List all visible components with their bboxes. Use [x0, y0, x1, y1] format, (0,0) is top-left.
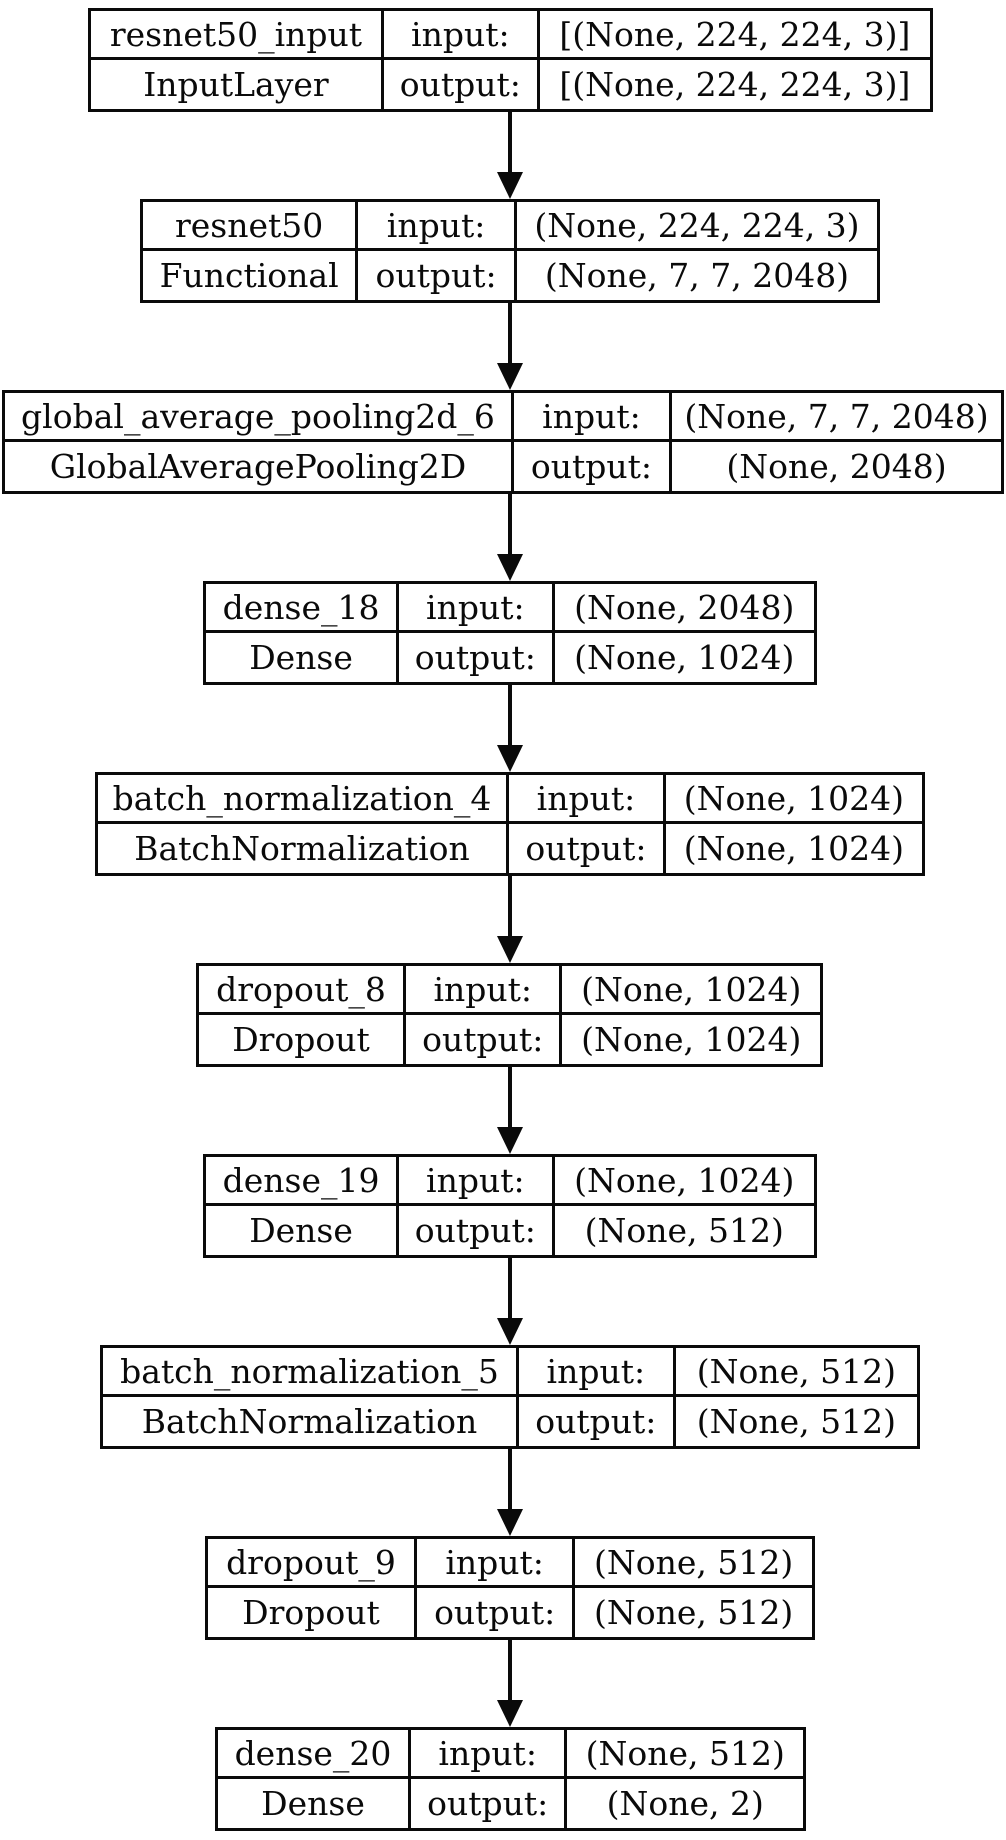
- output-shape: (None, 1024): [581, 1020, 802, 1059]
- arrow-line: [508, 303, 512, 363]
- input-shape: (None, 1024): [562, 966, 820, 1015]
- layer-name: dense_18: [206, 584, 399, 633]
- arrow-head-icon: [497, 1318, 523, 1345]
- output-shape: (None, 2048): [726, 447, 947, 486]
- input-shape: (None, 512): [567, 1730, 803, 1779]
- layer-type: Dense: [218, 1779, 411, 1828]
- flow-arrow: [496, 1449, 524, 1536]
- layer-node-dense_20: [215, 1727, 806, 1831]
- input-label: input:: [417, 1539, 575, 1588]
- arrow-head-icon: [497, 1127, 523, 1154]
- output-label: output:: [384, 60, 540, 109]
- output-shape: (None, 512): [696, 1402, 896, 1441]
- input-label: input:: [406, 966, 562, 1015]
- output-label: output:: [406, 1015, 562, 1064]
- layer-name: global_average_pooling2d_6: [5, 393, 514, 442]
- input-shape: (None, 224, 224, 3): [517, 202, 877, 251]
- output-label: output:: [417, 1588, 575, 1637]
- layer-node-global_average_pooling2d_6: [2, 390, 1004, 494]
- layer-node-dropout_9: [205, 1536, 815, 1640]
- output-shape: (None, 2): [606, 1784, 764, 1823]
- layer-name: resnet50_input: [91, 11, 384, 60]
- input-shape: (None, 1024): [666, 775, 922, 824]
- input-label: input:: [519, 1348, 676, 1397]
- flow-arrow: [496, 1067, 524, 1154]
- arrow-head-icon: [497, 936, 523, 963]
- output-shape: (None, 1024): [574, 638, 795, 677]
- layer-type: InputLayer: [91, 60, 384, 109]
- layer-name: batch_normalization_4: [98, 775, 509, 824]
- arrow-head-icon: [497, 1700, 523, 1727]
- input-shape: [(None, 224, 224, 3)]: [540, 11, 930, 60]
- arrow-line: [508, 494, 512, 554]
- arrow-line: [508, 1258, 512, 1318]
- input-label: input:: [399, 584, 554, 633]
- arrow-head-icon: [497, 172, 523, 199]
- output-label: output:: [358, 251, 517, 300]
- input-shape: (None, 512): [676, 1348, 917, 1397]
- arrow-head-icon: [497, 1509, 523, 1536]
- layer-node-batch_normalization_5: [100, 1345, 920, 1449]
- layer-node-batch_normalization_4: [95, 772, 925, 876]
- layer-type: Dropout: [208, 1588, 417, 1637]
- input-shape: (None, 512): [575, 1539, 812, 1588]
- flow-arrow: [496, 1640, 524, 1727]
- arrow-head-icon: [497, 363, 523, 390]
- layer-type: Dense: [206, 633, 399, 682]
- layer-node-dense_18: [203, 581, 817, 685]
- layer-type: Functional: [143, 251, 358, 300]
- layer-type: Dropout: [199, 1015, 406, 1064]
- input-shape: (None, 2048): [555, 584, 814, 633]
- output-label: output:: [519, 1397, 676, 1446]
- input-label: input:: [384, 11, 540, 60]
- layer-type: Dense: [206, 1206, 399, 1255]
- input-label: input:: [399, 1157, 554, 1206]
- layer-name: dropout_8: [199, 966, 406, 1015]
- input-label: input:: [358, 202, 517, 251]
- input-label: input:: [514, 393, 672, 442]
- arrow-line: [508, 1449, 512, 1509]
- arrow-line: [508, 876, 512, 936]
- layer-node-resnet50_input: [88, 8, 933, 112]
- layer-name: resnet50: [143, 202, 358, 251]
- input-label: input:: [509, 775, 666, 824]
- flow-arrow: [496, 494, 524, 581]
- input-shape: (None, 7, 7, 2048): [672, 393, 1001, 442]
- flow-arrow: [496, 1258, 524, 1345]
- layer-node-dense_19: [203, 1154, 817, 1258]
- arrow-head-icon: [497, 745, 523, 772]
- output-shape: (None, 1024): [683, 829, 905, 868]
- layer-name: dense_19: [206, 1157, 399, 1206]
- output-label: output:: [509, 824, 666, 873]
- layer-type: GlobalAveragePooling2D: [5, 442, 514, 491]
- arrow-line: [508, 1067, 512, 1127]
- layer-name: dropout_9: [208, 1539, 417, 1588]
- flow-arrow: [496, 112, 524, 199]
- arrow-line: [508, 1640, 512, 1700]
- input-shape: (None, 1024): [555, 1157, 814, 1206]
- layer-name: dense_20: [218, 1730, 411, 1779]
- output-label: output:: [399, 633, 554, 682]
- flow-arrow: [496, 876, 524, 963]
- layer-type: BatchNormalization: [98, 824, 509, 873]
- arrow-line: [508, 112, 512, 172]
- output-label: output:: [399, 1206, 554, 1255]
- arrow-head-icon: [497, 554, 523, 581]
- layer-type: BatchNormalization: [103, 1397, 519, 1446]
- layer-name: batch_normalization_5: [103, 1348, 519, 1397]
- layer-node-resnet50: [140, 199, 880, 303]
- output-shape: (None, 512): [594, 1593, 794, 1632]
- layer-node-dropout_8: [196, 963, 823, 1067]
- output-label: output:: [514, 442, 672, 491]
- arrow-line: [508, 685, 512, 745]
- output-label: output:: [411, 1779, 567, 1828]
- output-shape: (None, 512): [584, 1211, 784, 1250]
- flow-arrow: [496, 303, 524, 390]
- flow-arrow: [496, 685, 524, 772]
- output-shape: [(None, 224, 224, 3)]: [559, 65, 911, 104]
- output-shape: (None, 7, 7, 2048): [544, 256, 850, 295]
- input-label: input:: [411, 1730, 567, 1779]
